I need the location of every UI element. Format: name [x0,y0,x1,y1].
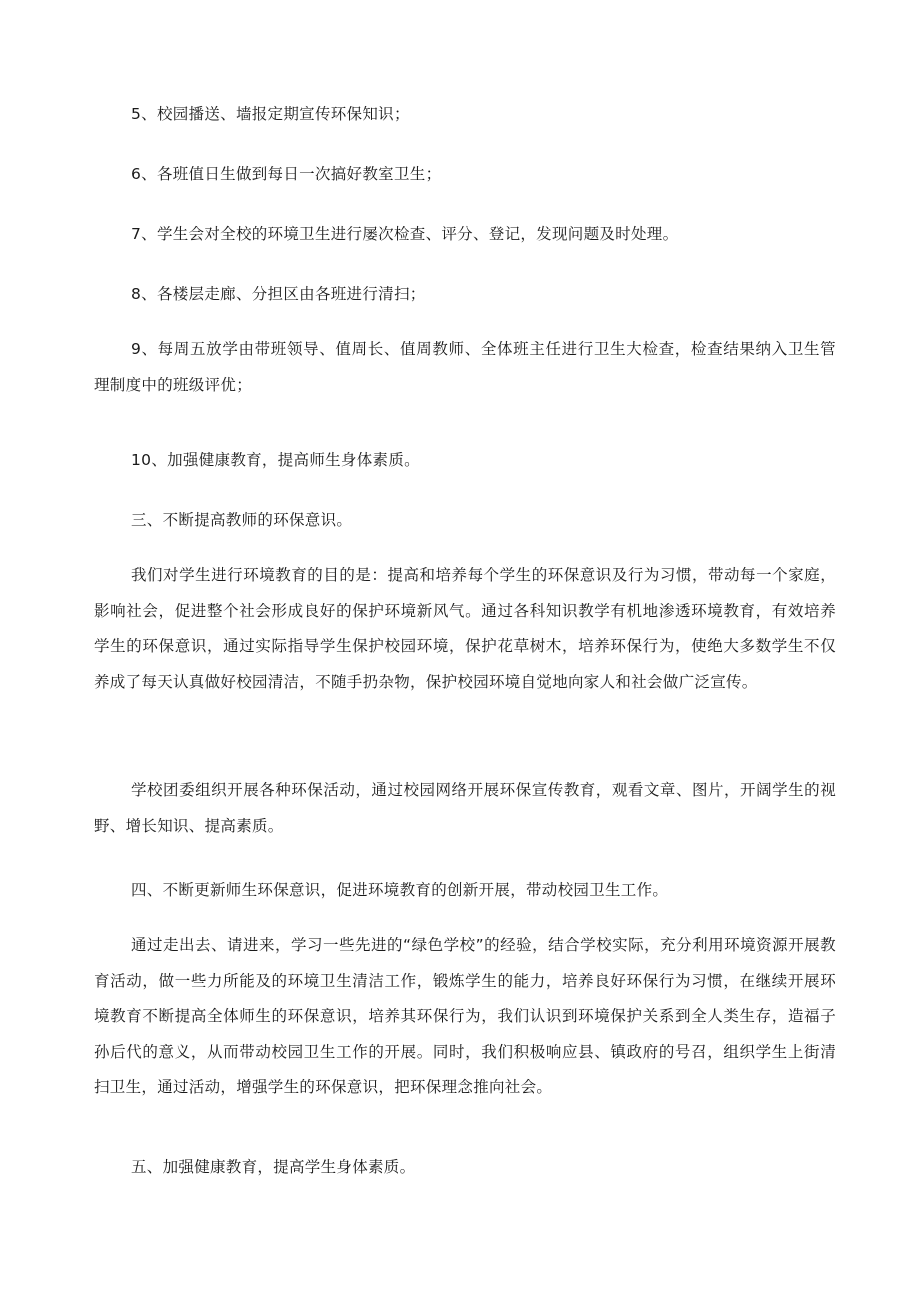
section-3-heading: 三、不断提高教师的环保意识。 [131,511,353,529]
list-item-7: 7、学生会对全校的环境卫生进行屡次检查、评分、登记，发现问题及时处理。 [131,225,679,243]
list-item-8: 8、各楼层走廊、分担区由各班进行清扫； [131,285,426,303]
list-item-5: 5、校园播送、墙报定期宣传环保知识； [131,105,410,123]
section-4-paragraph: 通过走出去、请进来，学习一些先进的“绿色学校”的经验，结合学校实际，充分利用环境资源开展教育活动，做一些力所能及的环境卫生清洁工作，锻炼学生的能力，培养良好环保行为习惯，在继续开展环境教育不断提高全体师生的环保意识，培养其环保行为，我们认识到环境保护关系到全人类生存，造福子孙后代的意义，从而带动校园卫生工作的开展。同时，我们积极响应县、镇政府的号召，组织学生上街清扫卫生，通过活动，增强学生的环保意识，把环保理念推向社会。 [94,936,836,1096]
section-5-heading: 五、加强健康教育，提高学生身体素质。 [131,1158,416,1176]
section-4-heading: 四、不断更新师生环保意识，促进环境教育的创新开展，带动校园卫生工作。 [131,881,669,899]
section-3-paragraph-2: 学校团委组织开展各种环保活动，通过校园网络开展环保宣传教育，观看文章、图片，开阔学生的视野、增长知识、提高素质。 [94,781,836,835]
list-item-6: 6、各班值日生做到每日一次搞好教室卫生； [131,165,442,183]
list-item-10: 10、加强健康教育，提高师生身体素质。 [131,451,420,469]
section-3-paragraph-1: 我们对学生进行环境教育的目的是：提高和培养每个学生的环保意识及行为习惯，带动每一个家庭，影响社会，促进整个社会形成良好的保护环境新风气。通过各科知识教学有机地渗透环境教育，有效培养学生的环保意识，通过实际指导学生保护校园环境，保护花草树木，培养环保行为，使绝大多数学生不仅养成了每天认真做好校园清洁，不随手扔杂物，保护校园环境自觉地向家人和社会做广泛宣传。 [94,566,836,691]
list-item-9: 9、每周五放学由带班领导、值周长、值周教师、全体班主任进行卫生大检查，检查结果纳入卫生管理制度中的班级评优； [94,340,836,394]
